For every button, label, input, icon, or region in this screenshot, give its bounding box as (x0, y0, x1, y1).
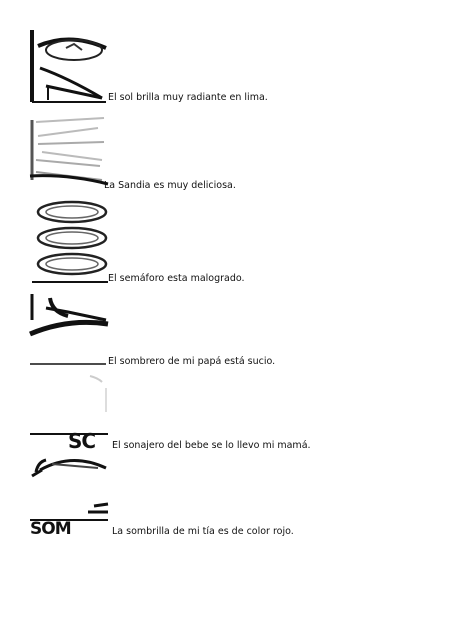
worksheet-item-5 (28, 372, 448, 454)
sentence-text: El sonajero del bebe se lo llevo mi mamá. (112, 440, 311, 451)
worksheet-item-1 (28, 26, 448, 106)
traffic-light-drawing-icon (28, 196, 110, 284)
rattle-drawing-icon (28, 372, 110, 454)
picture-text-fragment: SOM (30, 519, 71, 538)
worksheet-item-6 (28, 454, 448, 538)
picture-text-fragment: SC (68, 429, 96, 453)
umbrella-drawing-icon (28, 454, 110, 538)
sun-drawing-icon (28, 26, 110, 106)
worksheet-item-2 (28, 110, 448, 190)
sentence-text: La Sandia es muy deliciosa. (104, 180, 236, 191)
watermelon-drawing-icon (28, 110, 110, 190)
sentence-text: El semáforo esta malogrado. (108, 273, 245, 284)
hat-drawing-icon (28, 290, 110, 368)
worksheet-item-4 (28, 290, 448, 368)
sentence-text: El sombrero de mi papá está sucio. (108, 356, 276, 367)
worksheet-item-3 (28, 196, 448, 284)
sentence-text: La sombrilla de mi tía es de color rojo. (112, 526, 294, 537)
sentence-text: El sol brilla muy radiante en lima. (108, 92, 268, 103)
